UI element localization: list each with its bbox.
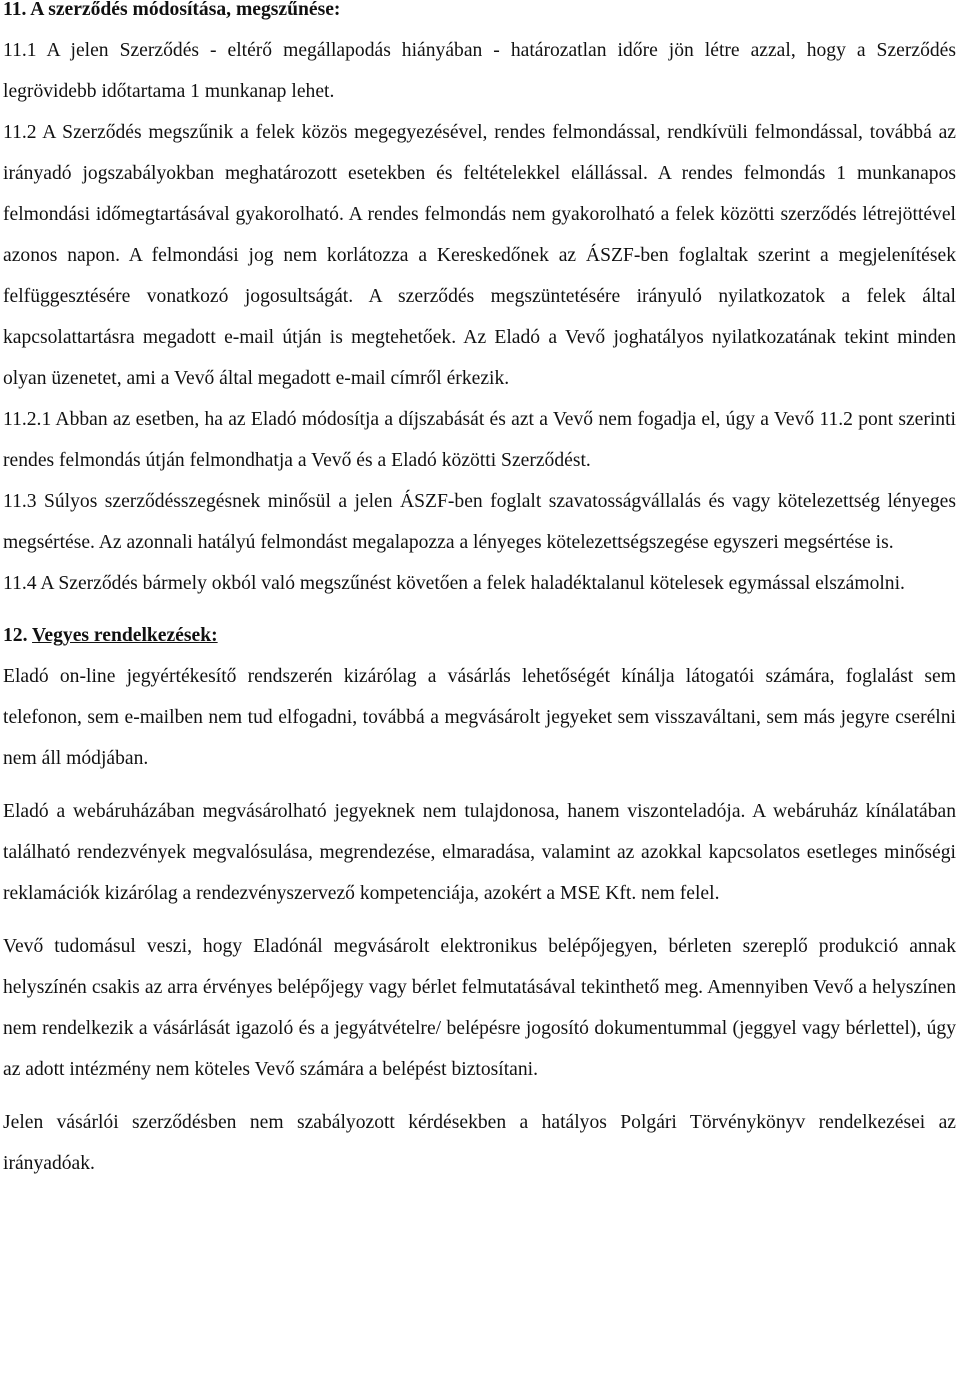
section-12-paragraph-1: Eladó on-line jegyértékesítő rendszerén kizárólag a vásárlás lehetőségét kínálja látogatói számára, foglalást sem telefonon, sem e-mailben nem tud elfogadni, továbbá a megvásárolt jegyeket sem visszaváltani, sem más jegyre cserélni nem áll módjában. [3,666,956,769]
section-12-title: Vegyes rendelkezések: [32,625,218,646]
clause-11-1: 11.1 A jelen Szerződés - eltérő megállapodás hiányában - határozatlan időre jön létre azzal, hogy a Szerződés legrövidebb időtartama 1 munkanap lehet. [3,40,956,102]
section-11-heading: 11. A szerződés módosítása, megszűnése: [3,0,341,20]
clause-11-4: 11.4 A Szerződés bármely okból való megszűnést követően a felek haladéktalanul kötelesek egymással elszámolni. [3,573,905,594]
section-12-paragraph-2: Eladó a webáruházában megvásárolható jegyeknek nem tulajdonosa, hanem viszonteladója. A webáruház kínálatában található rendezvények megvalósulása, megrendezése, elmaradása, valamint az azokkal kapcsolatos esetleges minőségi reklamációk kizárólag a rendezvényszervező kompetenciája, azokért a MSE Kft. nem felel. [3,801,956,904]
clause-11-3: 11.3 Súlyos szerződésszegésnek minősül a jelen ÁSZF-ben foglalt szavatosságvállalás és vagy kötelezettség lényeges megsértése. Az azonnali hatályú felmondást megalapozza a lényeges kötelezettségszegése egyszeri megsértése is. [3,491,956,553]
clause-11-2: 11.2 A Szerződés megszűnik a felek közös megegyezésével, rendes felmondással, rendkívüli felmondással, továbbá az irányadó jogszabályokban meghatározott esetekben és feltételekkel elállással. A rendes felmondás 1 munkanapos felmondási időmegtartásával gyakorolható. A rendes felmondás nem gyakorolható a felek közötti szerződés létrejöttével azonos napon. A felmondási jog nem korlátozza a Kereskedőnek az ÁSZF-ben foglaltak szerint a megjelenítések felfüggesztésére vonatkozó jogosultságát. A szerződés megszüntetésére irányuló nyilatkozatok a felek által kapcsolattartásra megadott e-mail útján is megtehetőek. Az Eladó a Vevő joghatályos nyilatkozatának tekint minden olyan üzenetet, ami a Vevő által megadott e-mail címről érkezik. [3,122,956,389]
section-12-heading [3,615,956,656]
section-12-number: 12. [3,625,33,646]
section-12-paragraph-3: Vevő tudomásul veszi, hogy Eladónál megvásárolt elektronikus belépőjegyen, bérleten szereplő produkció annak helyszínén csakis az arra érvényes belépőjegy vagy bérlet felmutatásával tekinthető meg. Amennyiben Vevő a helyszínen nem rendelkezik a vásárlását igazoló és a jegyátvételre/ belépésre jogosító dokumentummal (jeggyel vagy bérlettel), úgy az adott intézmény nem köteles Vevő számára a belépést biztosítani. [3,936,956,1080]
section-12-paragraph-4: Jelen vásárlói szerződésben nem szabályozott kérdésekben a hatályos Polgári Törvénykönyv rendelkezései az irányadóak. [3,1112,956,1174]
clause-11-2-1: 11.2.1 Abban az esetben, ha az Eladó módosítja a díjszabását és azt a Vevő nem fogadja el, úgy a Vevő 11.2 pont szerinti rendes felmondás útján felmondhatja a Vevő és a Eladó közötti Szerződést. [3,409,956,471]
